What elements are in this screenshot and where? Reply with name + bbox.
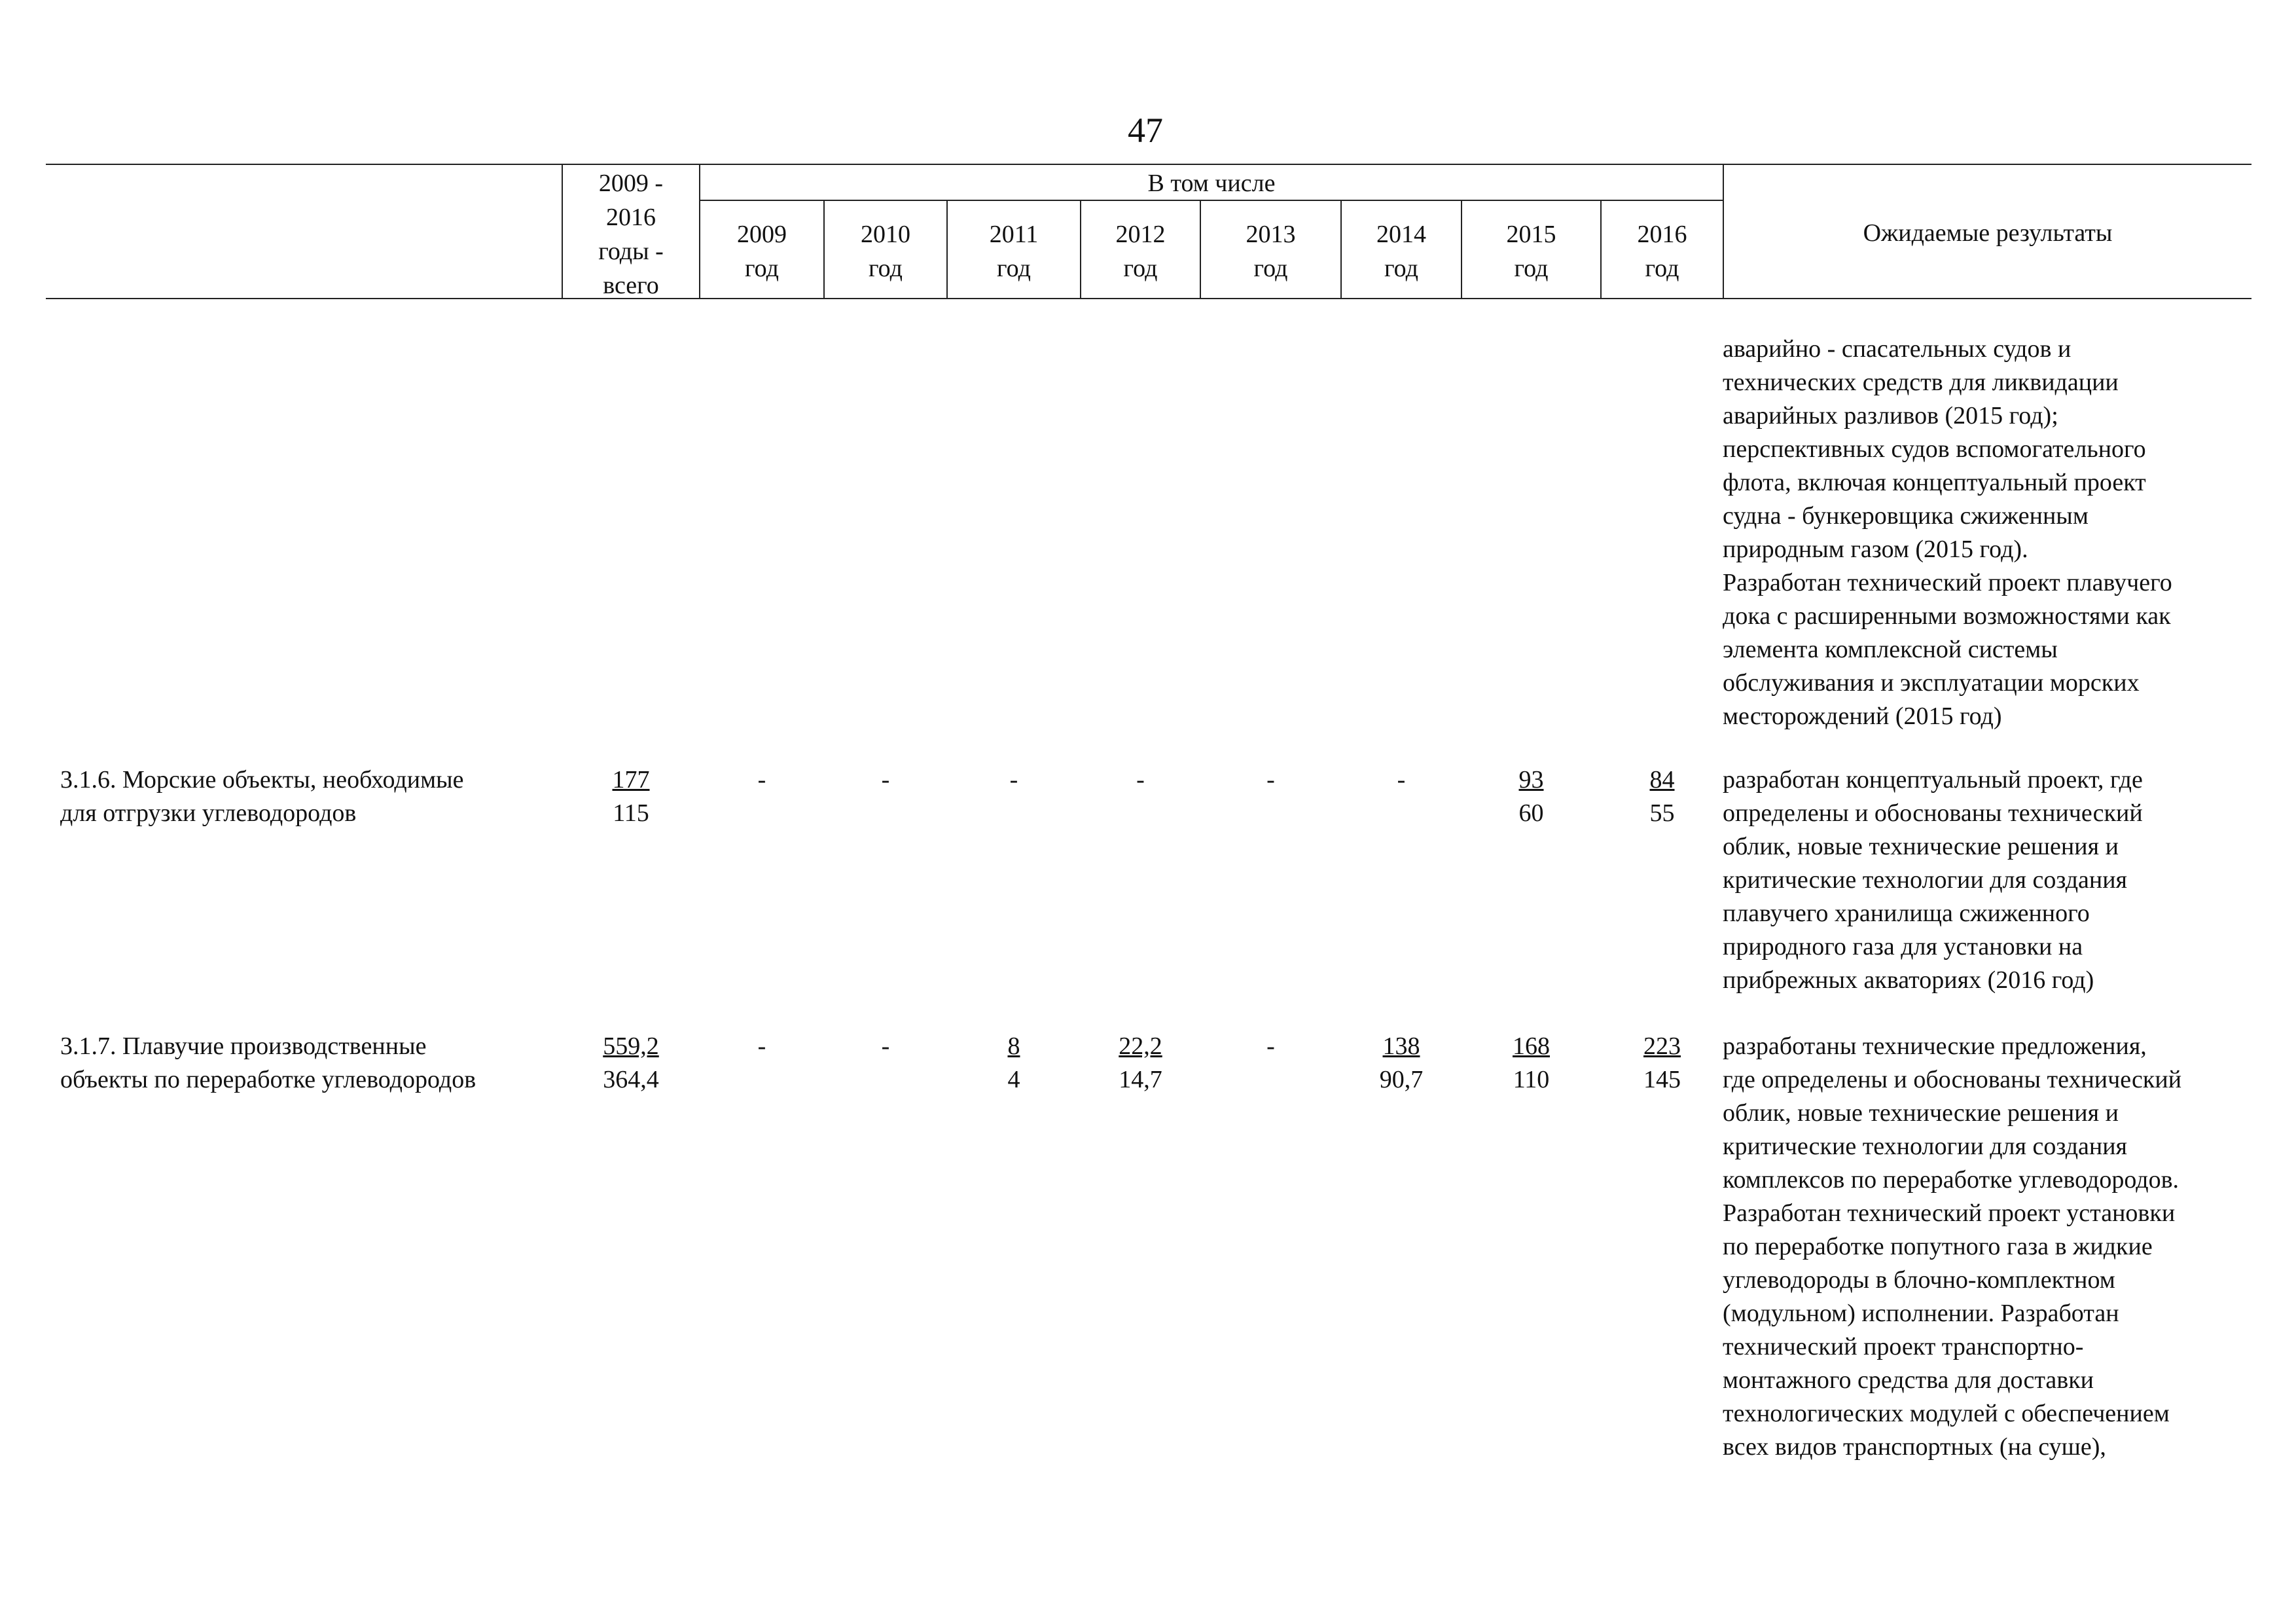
year-label: 2014 <box>1376 221 1426 248</box>
cell-2016 <box>1602 1030 1723 1097</box>
cell-top: - <box>1136 766 1145 793</box>
cell-top: 93 <box>1518 766 1544 793</box>
cell-2014 <box>1342 1030 1461 1097</box>
header-group-label: В том числе <box>1147 170 1276 197</box>
year-unit: год <box>1253 255 1288 282</box>
result-line: Разработан технический проект установки <box>1723 1199 2176 1227</box>
cell-2012 <box>1081 763 1200 797</box>
result-line: флота, включая концептуальный проект <box>1723 469 2146 496</box>
result-line: разработаны технические предложения, <box>1723 1032 2147 1060</box>
cell-2009 <box>700 763 823 797</box>
cell-bottom: 55 <box>1649 799 1675 827</box>
header-year-2014 <box>1342 217 1461 285</box>
result-line: дока с расширенными возможностями как <box>1723 602 2171 630</box>
cell-top: 84 <box>1649 766 1675 793</box>
row-name-line: 3.1.6. Морские объекты, необходимые <box>60 766 464 793</box>
result-line: месторождений (2015 год) <box>1723 702 2002 730</box>
cell-bottom: 145 <box>1643 1066 1681 1093</box>
cell-2015 <box>1462 763 1600 830</box>
cell-bottom: 110 <box>1513 1066 1550 1093</box>
cell-2010 <box>825 1030 946 1063</box>
row-name-line: для отгрузки углеводородов <box>60 799 357 827</box>
cell-top: 138 <box>1382 1032 1420 1060</box>
cell-2012 <box>1081 1030 1200 1097</box>
result-line: аварийно - спасательных судов и <box>1723 335 2072 363</box>
result-line: где определены и обоснованы технический <box>1723 1066 2182 1093</box>
cell-top: - <box>1266 766 1275 793</box>
cell-top: - <box>1397 766 1406 793</box>
result-line: Разработан технический проект плавучего <box>1723 569 2172 596</box>
row-results <box>1723 1030 2286 1464</box>
result-line: разработан концептуальный проект, где <box>1723 766 2143 793</box>
result-line: комплексов по переработке углеводородов. <box>1723 1166 2179 1194</box>
result-line: определены и обоснованы технический <box>1723 799 2143 827</box>
cell-2013 <box>1201 763 1340 797</box>
result-line: технический проект транспортно- <box>1723 1333 2084 1360</box>
year-unit: год <box>1645 255 1679 282</box>
page-number: 47 <box>1128 111 1163 150</box>
result-line: монтажного средства для доставки <box>1723 1366 2094 1394</box>
cell-2011 <box>948 763 1080 797</box>
header-year-2016 <box>1602 217 1723 285</box>
cell-top: 559,2 <box>603 1032 659 1060</box>
cell-top: 8 <box>1007 1032 1020 1060</box>
header-year-2010 <box>825 217 946 285</box>
cell-top: - <box>881 766 890 793</box>
cell-top: - <box>757 766 766 793</box>
result-line: углеводороды в блочно-комплектном <box>1723 1266 2115 1294</box>
cell-top: - <box>1009 766 1018 793</box>
cell-top: - <box>1266 1032 1275 1060</box>
cell-total <box>563 763 699 830</box>
header-results-col: Ожидаемые результаты <box>1863 219 2113 247</box>
result-line: судна - бункеровщика сжиженным <box>1723 502 2089 530</box>
result-line: природного газа для установки на <box>1723 933 2083 960</box>
continuation-results <box>1723 333 2286 733</box>
result-line: всех видов транспортных (на суше), <box>1723 1433 2106 1461</box>
cell-2011 <box>948 1030 1080 1097</box>
cell-bottom: 14,7 <box>1119 1066 1162 1093</box>
result-line: природным газом (2015 год). <box>1723 536 2028 563</box>
cell-2016 <box>1602 763 1723 830</box>
header-total-col <box>563 166 699 302</box>
header-total-line: всего <box>603 272 659 299</box>
cell-bottom: 4 <box>1007 1066 1020 1093</box>
cell-bottom: 60 <box>1518 799 1544 827</box>
header-year-2013 <box>1201 217 1340 285</box>
cell-total <box>563 1030 699 1097</box>
row-name <box>60 763 564 830</box>
year-unit: год <box>997 255 1031 282</box>
header-year-2012 <box>1081 217 1200 285</box>
cell-bottom: 364,4 <box>603 1066 659 1093</box>
result-line: плавучего хранилища сжиженного <box>1723 900 2090 927</box>
year-label: 2010 <box>861 221 910 248</box>
year-unit: год <box>1514 255 1549 282</box>
year-label: 2012 <box>1115 221 1166 248</box>
year-label: 2009 <box>737 221 787 248</box>
year-label: 2011 <box>989 221 1039 248</box>
cell-2015 <box>1462 1030 1600 1097</box>
result-line: обслуживания и эксплуатации морских <box>1723 669 2140 697</box>
cell-top: - <box>881 1032 890 1060</box>
cell-2009 <box>700 1030 823 1063</box>
year-label: 2015 <box>1506 221 1556 248</box>
result-line: технических средств для ликвидации <box>1723 369 2119 396</box>
result-line: (модульном) исполнении. Разработан <box>1723 1300 2119 1327</box>
year-unit: год <box>745 255 779 282</box>
result-line: перспективных судов вспомогательного <box>1723 435 2146 463</box>
header-total-line: годы - <box>598 238 664 265</box>
result-line: критические технологии для создания <box>1723 1133 2128 1160</box>
row-results <box>1723 763 2286 997</box>
result-line: облик, новые технические решения и <box>1723 833 2119 860</box>
row-name-line: объекты по переработке углеводородов <box>60 1066 476 1093</box>
result-line: критические технологии для создания <box>1723 866 2128 894</box>
result-line: элемента комплексной системы <box>1723 636 2058 663</box>
result-line: по переработке попутного газа в жидкие <box>1723 1233 2153 1260</box>
result-line: технологических модулей с обеспечением <box>1723 1400 2170 1427</box>
header-year-2015 <box>1462 217 1600 285</box>
cell-top: 223 <box>1643 1032 1681 1060</box>
year-unit: год <box>869 255 903 282</box>
result-line: облик, новые технические решения и <box>1723 1099 2119 1127</box>
result-line: аварийных разливов (2015 год); <box>1723 402 2058 429</box>
cell-top: - <box>757 1032 766 1060</box>
header-total-line: 2009 - <box>598 170 664 197</box>
header-year-2011 <box>948 217 1080 285</box>
year-unit: год <box>1384 255 1418 282</box>
cell-2014 <box>1342 763 1461 797</box>
year-label: 2013 <box>1246 221 1296 248</box>
header-total-line: 2016 <box>606 204 656 231</box>
year-unit: год <box>1123 255 1158 282</box>
cell-2013 <box>1201 1030 1340 1063</box>
row-name-line: 3.1.7. Плавучие производственные <box>60 1032 427 1060</box>
cell-bottom: 90,7 <box>1379 1066 1424 1093</box>
result-line: прибрежных акваториях (2016 год) <box>1723 966 2094 994</box>
year-label: 2016 <box>1637 221 1687 248</box>
cell-top: 177 <box>612 766 650 793</box>
cell-top: 22,2 <box>1119 1032 1162 1060</box>
cell-top: 168 <box>1513 1032 1550 1060</box>
cell-2010 <box>825 763 946 797</box>
cell-bottom: 115 <box>613 799 649 827</box>
row-name <box>60 1030 564 1097</box>
header-year-2009 <box>700 217 823 285</box>
